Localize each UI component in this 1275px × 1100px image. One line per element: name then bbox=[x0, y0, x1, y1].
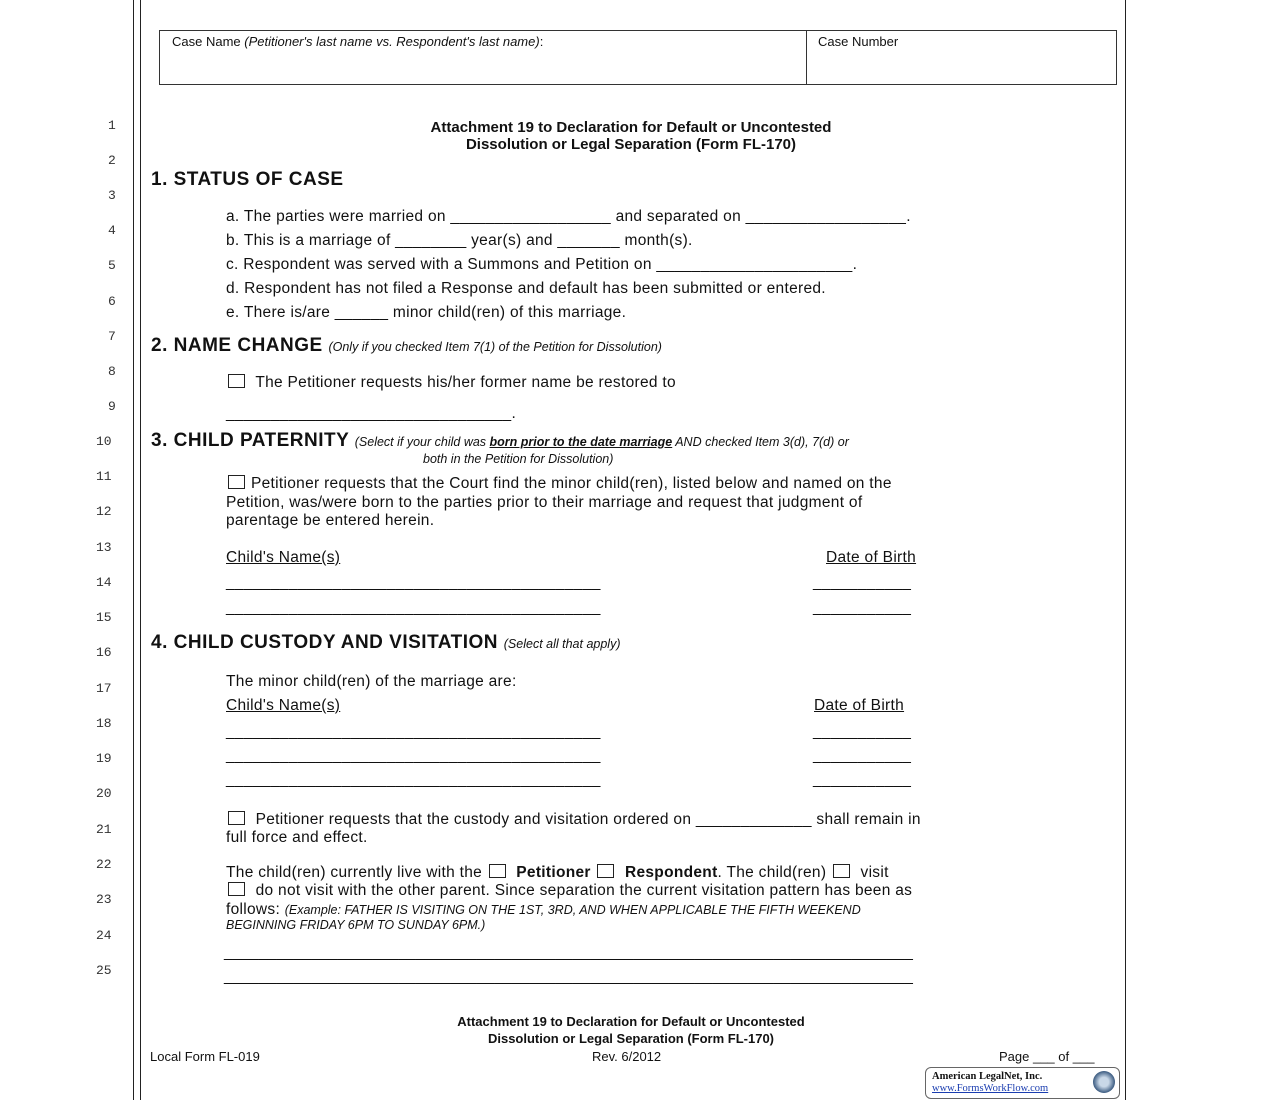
name-restore-checkbox[interactable] bbox=[228, 374, 245, 388]
globe-icon bbox=[1093, 1071, 1115, 1093]
footer-revision: Rev. 6/2012 bbox=[592, 1049, 662, 1064]
divider bbox=[806, 31, 807, 84]
child-name-blank[interactable]: __________________________________________ bbox=[226, 599, 601, 616]
line-number: 9 bbox=[108, 399, 116, 414]
line-number: 3 bbox=[108, 188, 116, 203]
case-name-field[interactable] bbox=[172, 34, 543, 49]
section-3-heading bbox=[151, 430, 849, 452]
visit-label: visit bbox=[860, 864, 889, 881]
not-visit-line bbox=[226, 882, 912, 900]
line-number: 19 bbox=[96, 751, 112, 766]
text: . The child(ren) bbox=[717, 864, 827, 881]
line-number: 23 bbox=[96, 892, 112, 907]
line-number: 21 bbox=[96, 822, 112, 837]
follows-line bbox=[226, 901, 861, 919]
line-number: 8 bbox=[108, 364, 116, 379]
dob-blank[interactable]: ___________ bbox=[813, 599, 912, 616]
paternity-line-1 bbox=[226, 475, 892, 493]
footer-title-2: Dissolution or Legal Separation (Form FL-170) bbox=[487, 1031, 775, 1046]
petitioner-label: Petitioner bbox=[516, 864, 591, 881]
footer-title-1: Attachment 19 to Declaration for Default or Uncontested bbox=[457, 1014, 805, 1029]
col-child-name: Child's Name(s) bbox=[226, 697, 341, 714]
custody-request-line bbox=[226, 811, 921, 829]
line-number: 10 bbox=[96, 434, 112, 449]
line-number: 4 bbox=[108, 223, 116, 238]
col-dob: Date of Birth bbox=[826, 549, 917, 566]
item-c: c. Respondent was served with a Summons and Petition on ______________________. bbox=[226, 256, 858, 273]
case-name-label: Case Name bbox=[172, 34, 245, 49]
child-name-blank[interactable]: __________________________________________ bbox=[226, 723, 601, 740]
colon: : bbox=[539, 34, 544, 49]
case-number-label: Case Number bbox=[818, 34, 899, 49]
line-number: 16 bbox=[96, 645, 112, 660]
paternity-line-3: parentage be entered herein. bbox=[226, 512, 435, 529]
section-2-heading bbox=[151, 335, 662, 357]
former-name-blank[interactable]: ________________________________. bbox=[226, 405, 517, 422]
dob-blank[interactable]: ___________ bbox=[813, 723, 912, 740]
custody-request-line-2: full force and effect. bbox=[226, 829, 368, 846]
heading-text: 2. NAME CHANGE bbox=[151, 335, 323, 356]
pattern-blank[interactable]: _______________________________________________________________________________ bbox=[224, 968, 913, 985]
line-number: 13 bbox=[96, 540, 112, 555]
child-name-blank[interactable]: __________________________________________ bbox=[226, 747, 601, 764]
note-emphasis: born prior to the date marriage bbox=[489, 435, 673, 449]
section-4-heading bbox=[151, 632, 621, 654]
item-d: d. Respondent has not filed a Response and default has been submitted or entered. bbox=[226, 280, 826, 297]
respondent-checkbox[interactable] bbox=[597, 864, 614, 878]
american-legalnet-logo[interactable] bbox=[925, 1067, 1120, 1099]
line-number: 1 bbox=[108, 118, 116, 133]
paternity-checkbox[interactable] bbox=[228, 475, 245, 489]
section-3-note-cont: both in the Petition for Dissolution) bbox=[423, 452, 614, 466]
custody-checkbox[interactable] bbox=[228, 811, 245, 825]
line-number: 24 bbox=[96, 928, 112, 943]
item-b: b. This is a marriage of ________ year(s) and _______ month(s). bbox=[226, 232, 693, 249]
child-name-blank[interactable]: __________________________________________ bbox=[226, 574, 601, 591]
case-number-field[interactable] bbox=[818, 34, 898, 49]
line-number: 2 bbox=[108, 153, 116, 168]
footer-page: Page ___ of ___ bbox=[999, 1049, 1095, 1064]
dob-blank[interactable]: ___________ bbox=[813, 574, 912, 591]
section-note: (Only if you checked Item 7(1) of the Petition for Dissolution) bbox=[328, 340, 662, 354]
case-header-box bbox=[159, 30, 1117, 85]
live-with-line bbox=[226, 864, 889, 882]
text: Petitioner requests that the Court find the minor child(ren), listed below and named on the bbox=[251, 475, 892, 492]
title-line-1: Attachment 19 to Declaration for Default or Uncontested bbox=[430, 119, 832, 136]
heading-text: 4. CHILD CUSTODY AND VISITATION bbox=[151, 632, 498, 653]
line-number: 5 bbox=[108, 258, 116, 273]
dob-blank[interactable]: ___________ bbox=[813, 771, 912, 788]
line-number: 22 bbox=[96, 857, 112, 872]
line-number: 20 bbox=[96, 786, 112, 801]
visit-checkbox[interactable] bbox=[833, 864, 850, 878]
logo-link[interactable]: www.FormsWorkFlow.com bbox=[932, 1083, 1049, 1094]
request-text: The Petitioner requests his/her former name be restored to bbox=[255, 374, 676, 391]
item-a: a. The parties were married on __________________ and separated on __________________. bbox=[226, 208, 911, 225]
section-note: (Select all that apply) bbox=[503, 637, 621, 651]
note: (Select if your child was bbox=[354, 435, 490, 449]
text: The child(ren) currently live with the bbox=[226, 864, 483, 881]
text: Petitioner requests that the custody and visitation ordered on _____________ shall remain in bbox=[255, 811, 921, 828]
line-number: 25 bbox=[96, 963, 112, 978]
line-number: 14 bbox=[96, 575, 112, 590]
line-number: 12 bbox=[96, 504, 112, 519]
col-dob: Date of Birth bbox=[814, 697, 905, 714]
example-cont: BEGINNING FRIDAY 6PM TO SUNDAY 6PM.) bbox=[226, 918, 486, 932]
title-line-2: Dissolution or Legal Separation (Form FL-170) bbox=[465, 136, 797, 153]
line-number: 17 bbox=[96, 681, 112, 696]
line-number: 6 bbox=[108, 294, 116, 309]
dob-blank[interactable]: ___________ bbox=[813, 747, 912, 764]
line-number: 7 bbox=[108, 329, 116, 344]
margin-line bbox=[140, 0, 141, 1100]
respondent-label: Respondent bbox=[624, 864, 718, 881]
heading-text: 3. CHILD PATERNITY bbox=[151, 430, 349, 451]
line-number: 11 bbox=[96, 469, 112, 484]
note: AND checked Item 3(d), 7(d) or bbox=[672, 435, 849, 449]
pattern-blank[interactable]: _______________________________________________________________________________ bbox=[224, 944, 913, 961]
line-number: 18 bbox=[96, 716, 112, 731]
minor-children-intro: The minor child(ren) of the marriage are: bbox=[226, 673, 517, 690]
item-e: e. There is/are ______ minor child(ren) of this marriage. bbox=[226, 304, 627, 321]
petitioner-checkbox[interactable] bbox=[489, 864, 506, 878]
paternity-line-2: Petition, was/were born to the parties prior to their marriage and request that judgment of bbox=[226, 494, 863, 511]
section-1-heading: 1. STATUS OF CASE bbox=[151, 169, 344, 190]
not-visit-checkbox[interactable] bbox=[228, 882, 245, 896]
col-child-name: Child's Name(s) bbox=[226, 549, 341, 566]
footer-form-number: Local Form FL-019 bbox=[150, 1049, 260, 1064]
example: (Example: FATHER IS VISITING ON THE 1ST, 3RD, AND WHEN APPLICABLE THE FIFTH WEEKEND bbox=[284, 903, 861, 917]
text: follows: bbox=[226, 901, 285, 918]
margin-line-right bbox=[1125, 0, 1126, 1100]
child-name-blank[interactable]: __________________________________________ bbox=[226, 771, 601, 788]
text: do not visit with the other parent. Since separation the current visitation pattern has been as bbox=[255, 882, 913, 899]
case-name-hint: (Petitioner's last name vs. Respondent's last name) bbox=[244, 34, 540, 49]
line-number: 15 bbox=[96, 610, 112, 625]
logo-name: American LegalNet, Inc. bbox=[932, 1071, 1043, 1082]
name-restore-line bbox=[226, 374, 676, 392]
